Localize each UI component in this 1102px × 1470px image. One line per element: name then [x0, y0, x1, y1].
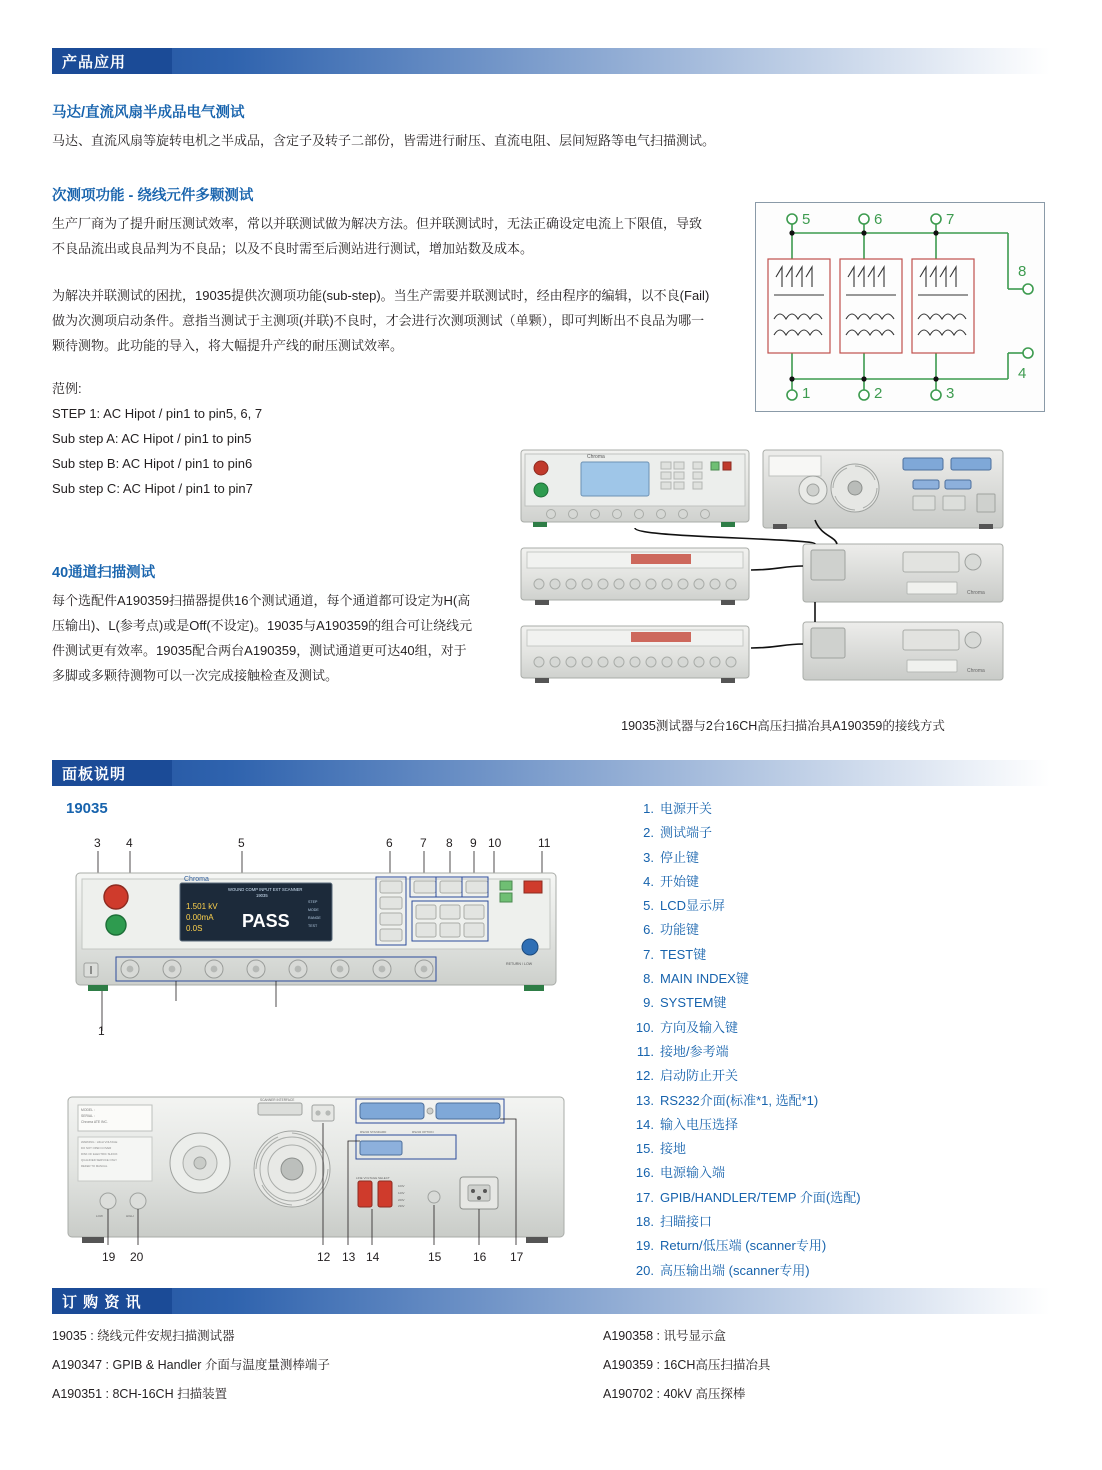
topic2-heading: 次测项功能 - 绕线元件多颗测试 — [52, 188, 254, 204]
legend-num-4: 4. — [643, 873, 654, 889]
legend-label-18: 扫瞄接口 — [660, 1214, 713, 1230]
legend-item-3 — [628, 846, 1048, 870]
legend-label-17: GPIB/HANDLER/TEMP 介面(选配) — [660, 1189, 861, 1205]
banner-title-ordering: 订 购 资 讯 — [62, 1293, 142, 1311]
legend-item-18 — [628, 1210, 1048, 1234]
banner-panel — [52, 760, 1050, 786]
legend-num-8: 8. — [643, 971, 654, 987]
setup-front-unit — [521, 450, 749, 527]
svg-text:16: 16 — [473, 1250, 487, 1264]
legend-item-14 — [628, 1113, 1048, 1137]
legend-item-15 — [628, 1137, 1048, 1161]
ordering-info — [52, 1322, 1102, 1409]
svg-text:Chroma: Chroma — [967, 668, 985, 674]
svg-text:SCANNER INTERFACE: SCANNER INTERFACE — [260, 1098, 295, 1102]
legend-item-20 — [628, 1259, 1048, 1283]
legend-label-14: 输入电压选择 — [660, 1116, 739, 1132]
banner-title: 产品应用 — [62, 53, 127, 71]
legend-num-2: 2. — [643, 825, 654, 841]
legend-item-12 — [628, 1064, 1048, 1088]
svg-text:6: 6 — [386, 836, 393, 850]
example-line-2: Sub step A: AC Hipot / pin1 to pin5 — [52, 431, 252, 446]
legend-num-17: 17. — [635, 1189, 654, 1205]
svg-text:Chroma: Chroma — [184, 876, 209, 883]
legend-label-7: TEST键 — [660, 946, 707, 962]
topic1-paragraph-1: 马达、直流风扇等旋转电机之半成品，含定子及转子二部份，皆需进行耐压、直流电阻、层间短路等电气扫描测试。 — [52, 133, 716, 148]
svg-text:STEP: STEP — [308, 900, 318, 904]
ordering-item-2: A190347 : GPIB & Handler 介面与温度量测棒端子 — [52, 1358, 330, 1372]
legend-label-19: Return/低压端 (scanner专用) — [660, 1238, 827, 1254]
ordering-left-col — [52, 1322, 603, 1409]
legend-item-5 — [628, 894, 1048, 918]
legend-label-1: 电源开关 — [660, 801, 713, 816]
legend-num-3: 3. — [643, 849, 654, 865]
svg-text:TEST: TEST — [308, 924, 318, 928]
legend-num-16: 16. — [635, 1165, 654, 1181]
svg-text:3: 3 — [94, 836, 101, 850]
legend-item-9 — [628, 991, 1048, 1015]
wire-label-bottom-2: 2 — [874, 385, 883, 402]
legend-num-1: 1. — [643, 801, 654, 816]
front-panel-svg — [60, 835, 620, 1040]
setup-scanner-2 — [521, 626, 749, 683]
svg-text:12: 12 — [317, 1250, 331, 1264]
svg-text:PASS: PASS — [242, 911, 290, 931]
svg-text:8: 8 — [446, 836, 453, 850]
svg-text:0.00mA: 0.00mA — [186, 913, 214, 922]
svg-text:SERIAL :: SERIAL : — [81, 1114, 95, 1118]
svg-text:120V: 120V — [398, 1191, 405, 1195]
svg-text:HIGH: HIGH — [126, 1214, 134, 1218]
svg-text:230V: 230V — [398, 1204, 405, 1208]
figure-rear-panel — [60, 1085, 620, 1275]
ordering-item-6: A190702 : 40kV 高压探棒 — [603, 1387, 746, 1401]
setup-rear-unit — [763, 450, 1003, 529]
svg-text:LOW: LOW — [96, 1214, 103, 1218]
topic3-heading: 40通道扫描测试 — [52, 565, 156, 581]
legend-num-11: 11. — [636, 1043, 654, 1059]
legend-label-6: 功能键 — [660, 922, 700, 938]
banner-applications — [52, 48, 1050, 74]
setup-fixture-1 — [803, 544, 1003, 602]
legend-num-10: 10. — [635, 1019, 654, 1035]
svg-text:0.0S: 0.0S — [186, 924, 203, 933]
section-banner-ordering — [0, 1288, 1102, 1314]
figure-front-panel — [60, 835, 620, 1040]
svg-text:9: 9 — [470, 836, 477, 850]
legend-label-8: MAIN INDEX键 — [660, 971, 749, 987]
svg-text:20: 20 — [130, 1250, 144, 1264]
svg-text:10: 10 — [488, 836, 502, 850]
example-line-4: Sub step C: AC Hipot / pin1 to pin7 — [52, 481, 253, 496]
wire-label-top-2: 6 — [874, 211, 883, 228]
legend-label-5: LCD显示屏 — [660, 898, 726, 914]
topic2-paragraph-1: 生产厂商为了提升耐压测试效率，常以并联测试做为解决方法。但并联测试时，无法正确设定电流上下限值，导致不良品流出或良品判为不良品；以及不良时需至后测站进行测试，增加站数及成本。 — [52, 216, 703, 256]
svg-text:7: 7 — [420, 836, 427, 850]
wire-label-right-8: 8 — [1018, 263, 1027, 280]
svg-text:14: 14 — [366, 1250, 380, 1264]
legend-label-12: 启动防止开关 — [660, 1068, 739, 1084]
legend-label-3: 停止键 — [660, 849, 700, 865]
figure-winding-connection — [755, 202, 1045, 412]
legend-num-14: 14. — [635, 1116, 654, 1132]
svg-text:19: 19 — [102, 1250, 116, 1264]
svg-text:13: 13 — [342, 1250, 356, 1264]
example-line-3: Sub step B: AC Hipot / pin1 to pin6 — [52, 456, 253, 471]
legend-label-11: 接地/参考端 — [660, 1043, 729, 1059]
ordering-item-3: A190351 : 8CH-16CH 扫描装置 — [52, 1387, 228, 1401]
svg-text:MODE: MODE — [308, 908, 319, 912]
legend-item-2 — [628, 821, 1048, 845]
wire-label-right-4: 4 — [1018, 365, 1027, 382]
legend-num-18: 18. — [635, 1214, 654, 1230]
legend-label-13: RS232介面(标准*1, 选配*1) — [660, 1092, 819, 1108]
rear-panel-svg — [60, 1085, 620, 1275]
panel-legend — [628, 797, 1048, 1283]
svg-text:5: 5 — [238, 836, 245, 850]
legend-label-4: 开始键 — [660, 873, 700, 889]
example-line-1: STEP 1: AC Hipot / pin1 to pin5, 6, 7 — [52, 406, 263, 421]
svg-text:MODEL :: MODEL : — [81, 1108, 95, 1112]
svg-text:WOUND COMP INPUT EXT SCANNER: WOUND COMP INPUT EXT SCANNER — [228, 887, 303, 892]
svg-text:17: 17 — [510, 1250, 524, 1264]
legend-num-12: 12. — [635, 1068, 654, 1084]
legend-item-7 — [628, 943, 1048, 967]
legend-num-9: 9. — [643, 995, 654, 1011]
svg-text:1.501 kV: 1.501 kV — [186, 902, 218, 911]
legend-num-15: 15. — [635, 1141, 654, 1157]
svg-text:100V: 100V — [398, 1184, 405, 1188]
wire-label-bottom-3: 3 — [946, 385, 955, 402]
example-label: 范例: — [52, 381, 82, 396]
legend-item-6 — [628, 918, 1048, 942]
section-banner-panel — [0, 760, 1102, 786]
ordering-item-4: A190358 : 讯号显示盒 — [603, 1329, 726, 1343]
setup-caption: 19035测试器与2台16CH高压扫描冶具A190359的接线方式 — [621, 719, 945, 733]
svg-text:4: 4 — [126, 836, 133, 850]
ordering-item-5: A190359 : 16CH高压扫描冶具 — [603, 1358, 771, 1372]
svg-text:DO NOT OPEN COVER: DO NOT OPEN COVER — [81, 1146, 112, 1150]
legend-item-19 — [628, 1234, 1048, 1258]
legend-item-1 — [628, 797, 1048, 821]
svg-text:Chroma: Chroma — [967, 590, 985, 596]
legend-item-8 — [628, 967, 1048, 991]
svg-text:RISK OF ELECTRIC SHOCK: RISK OF ELECTRIC SHOCK — [81, 1152, 118, 1156]
system-setup-svg — [515, 440, 1051, 712]
svg-text:RS232 OPTION: RS232 OPTION — [412, 1130, 434, 1134]
legend-num-20: 20. — [635, 1262, 654, 1278]
topic3-paragraph-1: 每个选配件A190359扫描器提供16个测试通道，每个通道都可设定为H(高压输出)、L(参考点)或是Off(不设定)。19035与A190359的组合可让绕线元件测试更有效率。19035配合两台A190359，测试通道更可达40组，对于多脚或多颗待测物可以一次完成接触检查及测试。 — [52, 593, 473, 683]
banner-title-panel: 面板说明 — [62, 765, 127, 783]
legend-label-15: 接地 — [660, 1141, 687, 1157]
topic-motor — [52, 85, 1102, 159]
section-banner-applications — [0, 48, 1102, 74]
legend-num-13: 13. — [635, 1092, 654, 1108]
svg-text:LINE VOLTAGE SELECT: LINE VOLTAGE SELECT — [356, 1176, 390, 1180]
legend-item-13 — [628, 1089, 1048, 1113]
legend-item-4 — [628, 870, 1048, 894]
setup-fixture-2 — [803, 622, 1003, 680]
legend-label-9: SYSTEM键 — [660, 995, 727, 1011]
legend-label-10: 方向及输入键 — [660, 1019, 739, 1035]
svg-text:Chroma ATE INC.: Chroma ATE INC. — [81, 1120, 108, 1124]
svg-text:19035: 19035 — [256, 893, 268, 898]
winding-connection-svg — [756, 203, 1044, 411]
svg-text:1: 1 — [98, 1024, 105, 1038]
panel-model-label: 19035 — [66, 800, 108, 817]
legend-label-20: 高压输出端 (scanner专用) — [660, 1262, 810, 1278]
wire-label-top-3: 7 — [946, 211, 955, 228]
topic1-heading: 马达/直流风扇半成品电气测试 — [52, 105, 245, 121]
svg-text:15: 15 — [428, 1250, 442, 1264]
svg-text:REFER TO MANUAL: REFER TO MANUAL — [81, 1164, 108, 1168]
ordering-item-1: 19035 : 绕线元件安规扫描测试器 — [52, 1329, 235, 1343]
svg-text:QUALIFIED SERVICE ONLY: QUALIFIED SERVICE ONLY — [81, 1158, 117, 1162]
legend-label-16: 电源输入端 — [660, 1165, 726, 1181]
svg-text:Chroma: Chroma — [587, 454, 605, 460]
wire-label-bottom-1: 1 — [802, 385, 811, 402]
legend-num-5: 5. — [643, 898, 654, 914]
svg-text:RETURN / LOW: RETURN / LOW — [506, 962, 533, 966]
figure-system-setup — [515, 440, 1051, 712]
topic2-paragraph-2: 为解决并联测试的困扰，19035提供次测项功能(sub-step)。当生产需要并联测试时，经由程序的编辑，以不良(Fail)做为次测项启动条件。意指当测试于主测项(并联)不良时，才会进行次测项测试（单颗），即可判断出不良品为哪一颗待测物。此功能的导入，将大幅提升产线的耐压测试效率。 — [52, 288, 710, 353]
legend-item-16 — [628, 1161, 1048, 1185]
svg-text:RANGE: RANGE — [308, 916, 321, 920]
banner-ordering — [52, 1288, 1050, 1314]
legend-item-17 — [628, 1186, 1048, 1210]
setup-scanner-1 — [521, 548, 749, 605]
legend-num-19: 19. — [635, 1238, 654, 1254]
legend-num-6: 6. — [643, 922, 654, 938]
legend-num-7: 7. — [643, 946, 654, 962]
ordering-right-col — [603, 1322, 1102, 1409]
wire-label-top-1: 5 — [802, 211, 811, 228]
svg-text:WARNING : HIGH VOLTAGE: WARNING : HIGH VOLTAGE — [81, 1140, 118, 1144]
legend-item-11 — [628, 1040, 1048, 1064]
legend-label-2: 测试端子 — [660, 825, 713, 841]
svg-text:RS232 STANDARD: RS232 STANDARD — [360, 1130, 387, 1134]
svg-text:11: 11 — [538, 836, 551, 850]
legend-item-10 — [628, 1016, 1048, 1040]
svg-text:220V: 220V — [398, 1198, 405, 1202]
